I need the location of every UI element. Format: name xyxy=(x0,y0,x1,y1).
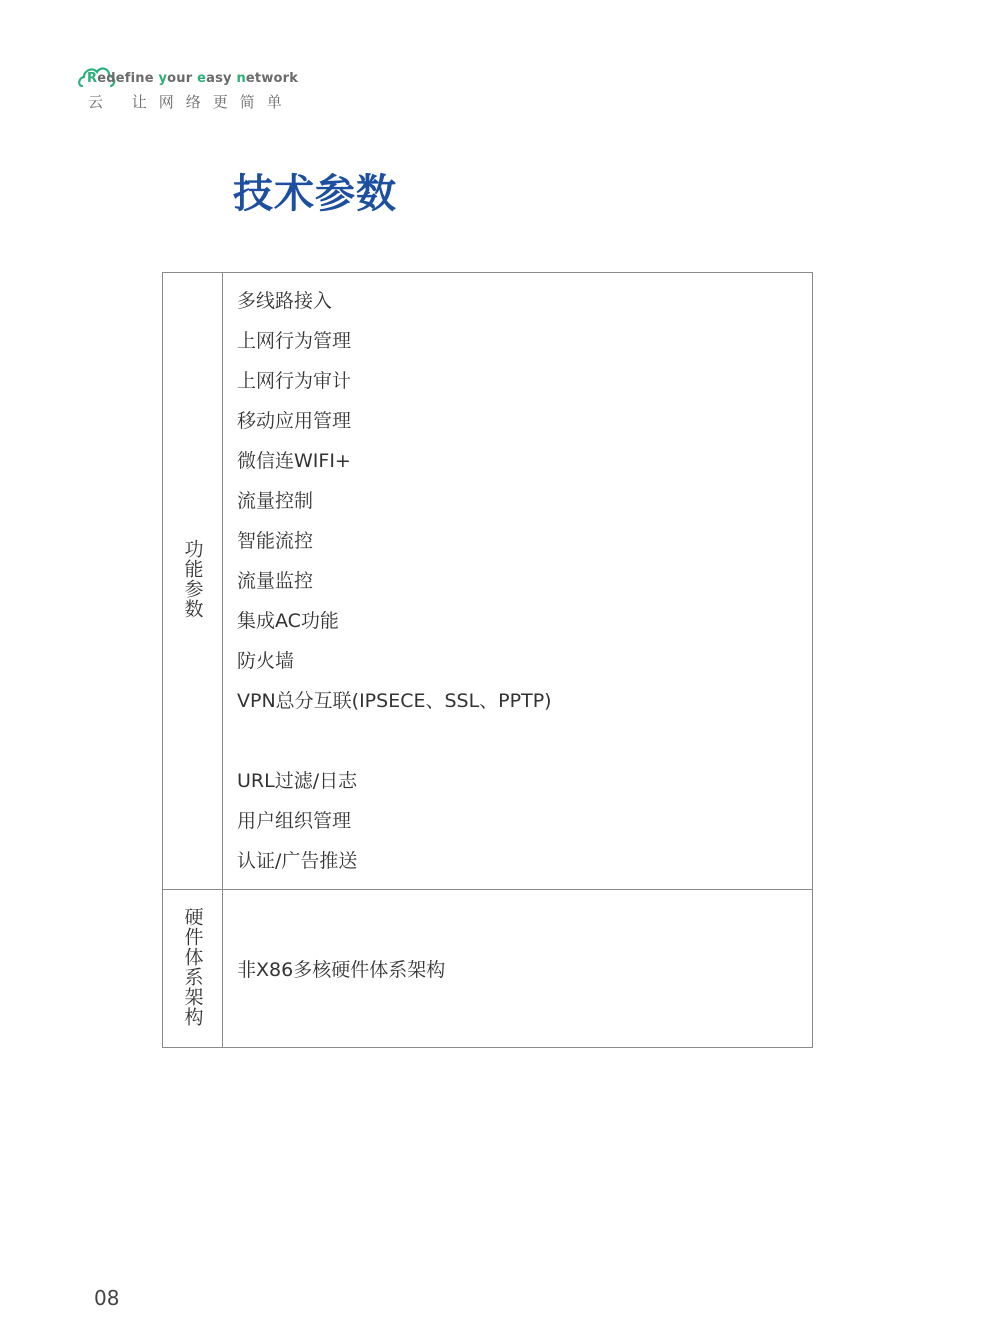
list-item: 流量控制 xyxy=(237,490,314,512)
page-number: 08 xyxy=(94,1286,120,1310)
list-item: 微信连WIFI+ xyxy=(237,450,351,472)
tagline-chinese: 云 让网络更简单 xyxy=(88,93,294,111)
feature-list xyxy=(237,281,812,881)
list-item: 智能流控 xyxy=(237,530,314,552)
list-item: 集成AC功能 xyxy=(237,610,339,632)
page-title: 技术参数 xyxy=(233,171,397,217)
list-item: 认证/广告推送 xyxy=(237,850,358,872)
category-label: 硬件体系架构 xyxy=(181,906,204,1027)
table-row xyxy=(163,273,813,890)
table-row xyxy=(163,890,813,1048)
hardware-value: 非X86多核硬件体系架构 xyxy=(237,959,446,981)
tagline-english: Redefine your easy network xyxy=(87,71,299,86)
list-item: 流量监控 xyxy=(237,570,314,592)
list-item: 移动应用管理 xyxy=(237,410,352,432)
category-cell xyxy=(163,273,223,890)
category-label: 功能参数 xyxy=(181,539,204,619)
list-item: 上网行为审计 xyxy=(237,370,352,392)
list-item: 防火墙 xyxy=(237,650,295,672)
list-item-blurred xyxy=(237,721,812,761)
list-item: URL过滤/日志 xyxy=(237,770,358,792)
features-cell xyxy=(223,273,813,890)
list-item: VPN总分互联(IPSECE、SSL、PPTP) xyxy=(237,690,552,712)
list-item: 用户组织管理 xyxy=(237,810,352,832)
category-cell xyxy=(163,890,223,1048)
spec-table xyxy=(162,272,813,1048)
list-item: 多线路接入 xyxy=(237,290,333,312)
hardware-cell xyxy=(223,890,813,1048)
brand-logo xyxy=(78,62,308,112)
list-item: 上网行为管理 xyxy=(237,330,352,352)
